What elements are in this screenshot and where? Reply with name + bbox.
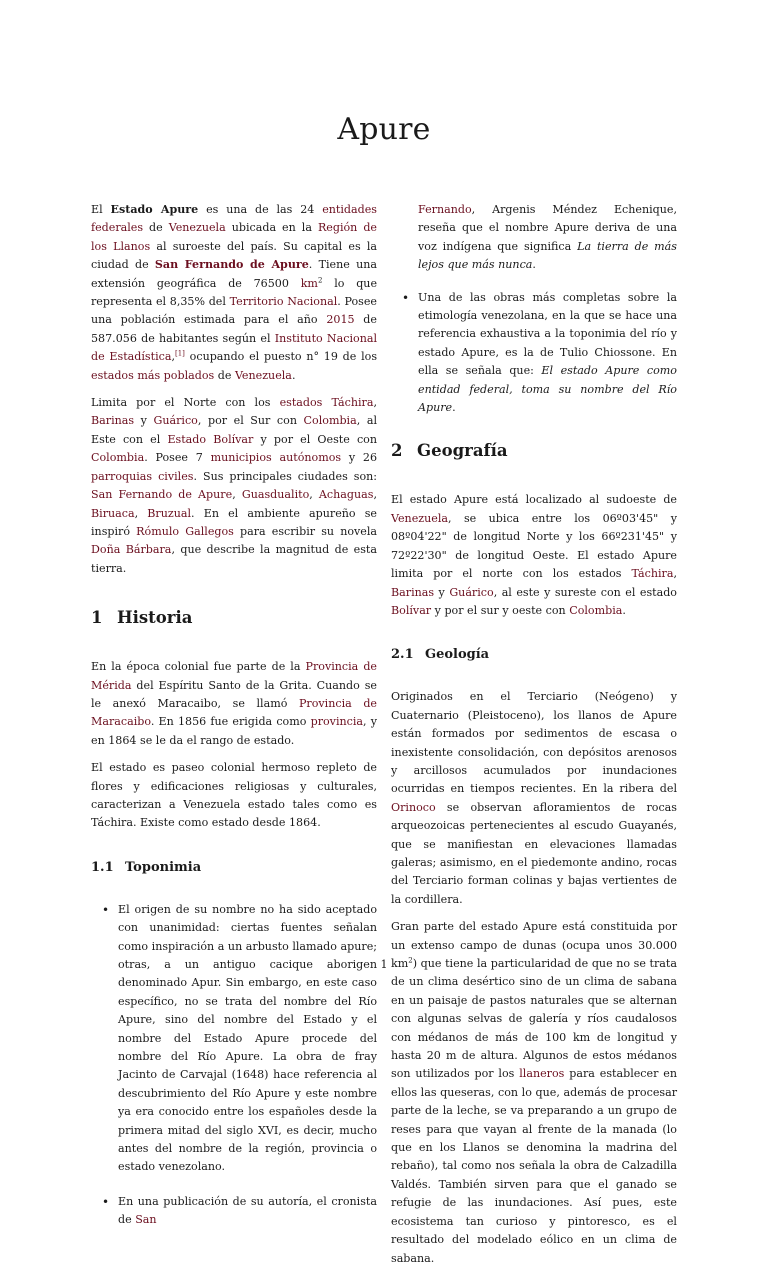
toponimia-list <box>91 901 377 1230</box>
list-item: • El origen de su nombre no ha sido aceptado con unanimidad: ciertas fuentes señalan como inspiración a un arbusto llamado apure; otras, a un antiguo cacique aborigen denominado Apur. Sin embargo, en este caso específico, no se trata del nombre del Río Apure, sino del nombre del Estado y el nombre del Estado Apure procede del nombre del Río Apure. La obra de fray Jacinto de Carvajal (1648) hace referencia al descubrimiento del Río Apure y este nombre ya era conocido entre los españoles desde la primera mitad del siglo XVI, es decir, mucho antes del nombre de la región, provincia o estado venezolano. <box>91 901 377 1177</box>
right-column <box>391 201 677 1268</box>
link-provincia-merida[interactable]: Provincia de Mérida <box>91 660 377 692</box>
link-municipios[interactable]: municipios autónomos <box>210 451 342 465</box>
link-venezuela-geo[interactable]: Venezuela <box>391 511 448 525</box>
list-item: • En una publicación de su autoría, el cronista de San <box>91 1193 377 1230</box>
link-bruzual[interactable]: Bruzual <box>147 506 192 520</box>
subsection-heading-geologia: 2.1 Geología <box>391 647 490 663</box>
historia-paragraph-1: En la época colonial fue parte de la Provincia de Mérida del Espíritu Santo de la Grita. Cuando se le anexó Maracaibo, se llamó Provincia de Maracaibo. En 1856 fue erigida como provincia, y en 1864 se le da el rango de estado. <box>91 660 377 747</box>
link-san-fernando-de-apure[interactable]: San Fernando de Apure <box>154 258 309 272</box>
link-provincia[interactable]: provincia <box>310 715 364 729</box>
link-entidades-federales[interactable]: entidades federales <box>91 203 377 235</box>
link-llaneros[interactable]: llaneros <box>519 1067 565 1081</box>
link-estados-mas-poblados[interactable]: estados más poblados <box>91 368 215 382</box>
link-km[interactable]: km <box>300 276 318 290</box>
geologia-paragraph-1: Originados en el Terciario (Neógeno) y Cuaternario (Pleistoceno), los llanos de Apure están formados por sedimentos de escasa o inexistente consolidación, con depósitos arenosos y arcillosos acumulados por inundaciones ocurridas en tiempos recientes. En la ribera del Orinoco se observan afloramientos de rocas arqueozoicas pertenecientes al escudo Guayanés, que se manifiestan en elevaciones llamadas galeras; asimismo, en el piedemonte andino, rocas del Terciario forman colinas y bajas vertientes de la cordillera. <box>391 690 677 906</box>
link-barinas[interactable]: Barinas <box>91 414 135 428</box>
link-biruaca[interactable]: Biruaca <box>91 506 135 520</box>
link-bolivar-geo[interactable]: Bolívar <box>391 603 432 617</box>
reference-1[interactable]: [1] <box>175 349 185 358</box>
link-guarico[interactable]: Guárico <box>153 414 198 428</box>
left-column <box>91 201 377 1230</box>
link-barinas-geo[interactable]: Barinas <box>391 585 435 599</box>
link-achaguas[interactable]: Achaguas <box>318 488 374 502</box>
section-heading-geografia: 2 Geografía <box>391 441 508 461</box>
link-tachira[interactable]: Táchira <box>331 396 374 410</box>
link-venezuela-2[interactable]: Venezuela <box>234 368 292 382</box>
list-item: • Una de las obras más completas sobre la etimología venezolana, en la que se hace una referencia exhaustiva a la toponimia del río y estado Apure, es la de Tulio Chiossone. En ella se señala que: El estado Apure como entidad federal, toma su nombre del Río Apure. <box>391 289 677 418</box>
geografia-paragraph-1: El estado Apure está localizado al sudoeste de Venezuela, se ubica entre los 06º03'45" y 08º04'22" de longitud Norte y los 66º231'45" y 72º22'30" de longitud Oeste. El estado Apure limita por el norte con los estados Táchira, Barinas y Guárico, al este y sureste con el estado Bolívar y por el sur y oeste con Colombia. <box>391 493 677 617</box>
link-romulo-gallegos[interactable]: Rómulo Gallegos <box>136 524 234 538</box>
link-guarico-geo[interactable]: Guárico <box>449 585 494 599</box>
intro-paragraph-2: Limita por el Norte con los estados Táchira, Barinas y Guárico, por el Sur con Colombia, al Este con el Estado Bolívar y por el Oeste con Colombia. Posee 7 municipios autónomos y 26 parroquias civiles. Sus principales ciudades son: San Fernando de Apure, Guasdualito, Achaguas, Biruaca, Bruzual. En el ambiente apureño se inspiró Rómulo Gallegos para escribir su novela Doña Bárbara, que describe la magnitud de esta tierra. <box>91 396 378 575</box>
list-item-continuation: Fernando, Argenis Méndez Echenique, reseña que el nombre Apure deriva de una voz indígena que significa La tierra de más lejos que más nunca. <box>418 203 677 272</box>
link-estado-bolivar[interactable]: Estado Bolívar <box>167 432 254 446</box>
intro-paragraph-1: El Estado Apure es una de las 24 entidades federales de Venezuela ubicada en la Región de los Llanos al suroeste del país. Su capital es la ciudad de San Fernando de Apure. Tiene una extensión geográfica de 76500 $km^2$ lo que representa el 8,35% del Territorio Nacional. Posee una población estimada para el año 2015 de 587.056 de habitantes según el Instituto Nacional de Estadística,[1] ocupando el puesto n° 19 de los estados más poblados de Venezuela. <box>91 203 378 382</box>
section-heading-historia: 1 Historia <box>91 608 193 628</box>
link-guasdualito[interactable]: Guasdualito <box>241 488 310 502</box>
link-territorio-nacional[interactable]: Territorio Nacional <box>229 295 338 309</box>
link-tachira-geo[interactable]: Táchira <box>631 567 674 581</box>
link-colombia[interactable]: Colombia <box>303 414 357 428</box>
link-colombia-geo[interactable]: Colombia <box>569 603 623 617</box>
link-colombia-2[interactable]: Colombia <box>91 451 145 465</box>
link-dona-barbara[interactable]: Doña Bárbara <box>91 543 172 557</box>
link-2015[interactable]: 2015 <box>326 313 355 327</box>
link-san-fernando[interactable]: San Fernando de Apure <box>91 488 233 502</box>
link-region-llanos[interactable]: Región de los Llanos <box>91 221 377 253</box>
page-number: 1 <box>380 958 388 971</box>
link-san-fernando-cronista-cont[interactable]: Fernando <box>418 203 472 216</box>
link-orinoco[interactable]: Orinoco <box>391 800 436 814</box>
historia-paragraph-2: El estado es paseo colonial hermoso repleto de flores y edificaciones religiosas y culturales, caracterizan a Venezuela estado tales como es Táchira. Existe como estado desde 1864. <box>91 761 377 830</box>
subsection-heading-toponimia: 1.1 Toponimia <box>91 859 202 875</box>
page-title: Apure <box>337 112 431 147</box>
link-san-fernando-cronista[interactable]: San <box>135 1213 157 1227</box>
link-estados[interactable]: estados <box>279 396 323 410</box>
geologia-paragraph-2: Gran parte del estado Apure está constituida por un extenso campo de dunas (ocupa unos 30.000 $km^2$) que tiene la particularidad de que no se trata de un clima desértico sino de un clima de sabana en un paisaje de pastos naturales que se alternan con algunas selvas de galería y ríos caudalosos con médanos de más de 100 km de longitud y hasta 20 m de altura. Algunos de estos médanos son utilizados por los llaneros para establecer en ellos las queseras, con lo que, además de procesar parte de la leche, se va preparando a un grupo de reses para que vayan al frente de la manada (lo que en los Llanos se denomina la madrina del rebaño), tal como nos señala la obra de Calzadilla Valdés. También sirven para que el ganado se refugie de las inundaciones. Así pues, este ecosistema tan curioso y pintoresco, es el resultado del modelado eólico en un clima de sabana. <box>391 920 677 1265</box>
link-ine[interactable]: Instituto Nacional de Estadística <box>91 331 378 364</box>
link-parroquias[interactable]: parroquias civiles <box>91 469 194 483</box>
toponimia-list-continued <box>391 289 677 418</box>
link-venezuela[interactable]: Venezuela <box>168 221 226 235</box>
link-provincia-maracaibo[interactable]: Provincia de Maracaibo <box>91 696 377 729</box>
